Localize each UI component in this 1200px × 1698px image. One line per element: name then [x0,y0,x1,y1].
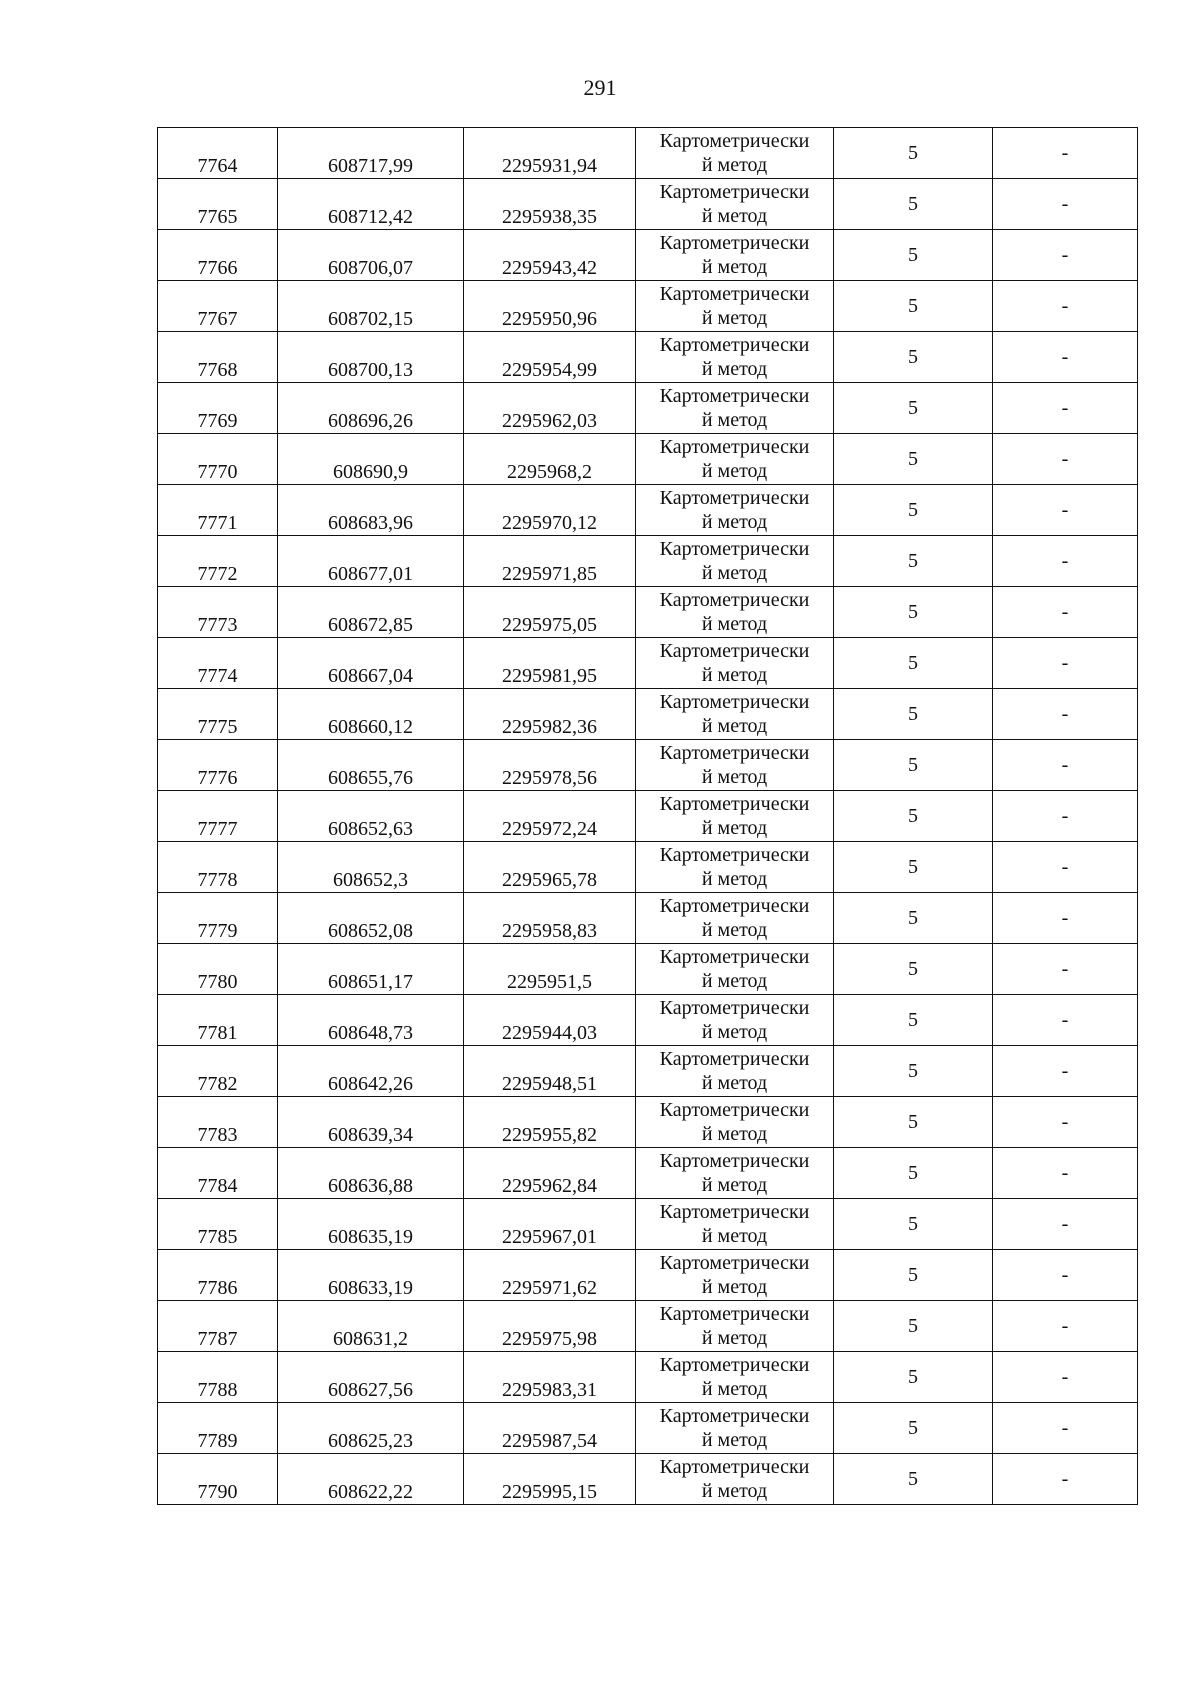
method-text-line-1: Картометрически [659,742,810,764]
method-text-line-2: й метод [701,205,768,227]
point-number-cell: 7787 [158,1301,278,1352]
point-number-cell: 7775 [158,689,278,740]
table-row [158,893,1138,944]
accuracy-cell: 5 [834,1403,993,1454]
method-text-line-1: Картометрически [659,232,810,254]
x-coordinate-cell: 608636,88 [278,1148,464,1199]
table-row [158,1250,1138,1301]
accuracy-cell: 5 [834,587,993,638]
method-text-line-2: й метод [701,562,768,584]
accuracy-cell: 5 [834,179,993,230]
point-number-cell: 7769 [158,383,278,434]
method-cell [636,638,834,689]
x-coordinate-cell: 608622,22 [278,1454,464,1505]
method-cell [636,230,834,281]
point-number-cell: 7790 [158,1454,278,1505]
point-number-cell: 7773 [158,587,278,638]
method-cell [636,1454,834,1505]
method-text-line-1: Картометрически [659,436,810,458]
table-row [158,383,1138,434]
method-cell [636,1352,834,1403]
description-cell: - [993,842,1138,893]
method-text-line-1: Картометрически [659,385,810,407]
table-row [158,1454,1138,1505]
method-text-line-2: й метод [701,1276,768,1298]
method-cell [636,995,834,1046]
accuracy-cell: 5 [834,1097,993,1148]
accuracy-cell: 5 [834,1454,993,1505]
accuracy-cell: 5 [834,536,993,587]
method-text-line-1: Картометрически [659,997,810,1019]
page-number: 291 [583,75,617,100]
method-cell [636,791,834,842]
method-text-line-1: Картометрически [659,1201,810,1223]
table-row [158,128,1138,179]
method-text-line-2: й метод [701,1072,768,1094]
method-text-line-2: й метод [701,256,768,278]
point-number-cell: 7770 [158,434,278,485]
point-number-cell: 7781 [158,995,278,1046]
table-row [158,1352,1138,1403]
y-coordinate-cell: 2295968,2 [464,434,636,485]
accuracy-cell: 5 [834,434,993,485]
description-cell: - [993,1454,1138,1505]
description-cell: - [993,1097,1138,1148]
point-number-cell: 7767 [158,281,278,332]
y-coordinate-cell: 2295962,03 [464,383,636,434]
method-text-line-2: й метод [701,1225,768,1247]
x-coordinate-cell: 608700,13 [278,332,464,383]
description-cell: - [993,1301,1138,1352]
x-coordinate-cell: 608702,15 [278,281,464,332]
method-text-line-2: й метод [701,409,768,431]
x-coordinate-cell: 608651,17 [278,944,464,995]
method-cell [636,179,834,230]
point-number-cell: 7780 [158,944,278,995]
method-cell [636,689,834,740]
y-coordinate-cell: 2295958,83 [464,893,636,944]
method-text-line-1: Картометрически [659,1048,810,1070]
table-row [158,1097,1138,1148]
point-number-cell: 7782 [158,1046,278,1097]
description-cell: - [993,485,1138,536]
method-text-line-2: й метод [701,766,768,788]
method-text-line-2: й метод [701,817,768,839]
description-cell: - [993,179,1138,230]
description-cell: - [993,638,1138,689]
method-cell [636,1301,834,1352]
method-cell [636,1403,834,1454]
method-text-line-1: Картометрически [659,1405,810,1427]
method-text-line-1: Картометрически [659,946,810,968]
description-cell: - [993,536,1138,587]
accuracy-cell: 5 [834,1250,993,1301]
y-coordinate-cell: 2295954,99 [464,332,636,383]
method-cell [636,740,834,791]
table-row [158,587,1138,638]
description-cell: - [993,434,1138,485]
y-coordinate-cell: 2295938,35 [464,179,636,230]
method-text-line-2: й метод [701,1429,768,1451]
method-text-line-2: й метод [701,919,768,941]
table-row [158,1148,1138,1199]
table-row [158,740,1138,791]
table-row [158,1301,1138,1352]
method-cell [636,536,834,587]
table-row [158,281,1138,332]
method-text-line-2: й метод [701,511,768,533]
method-text-line-2: й метод [701,715,768,737]
method-text-line-2: й метод [701,1480,768,1502]
table-row [158,638,1138,689]
y-coordinate-cell: 2295975,98 [464,1301,636,1352]
method-cell [636,281,834,332]
x-coordinate-cell: 608633,19 [278,1250,464,1301]
x-coordinate-cell: 608631,2 [278,1301,464,1352]
y-coordinate-cell: 2295983,31 [464,1352,636,1403]
y-coordinate-cell: 2295975,05 [464,587,636,638]
description-cell: - [993,383,1138,434]
table-row [158,434,1138,485]
method-text-line-1: Картометрически [659,1303,810,1325]
method-text-line-2: й метод [701,664,768,686]
table-row [158,842,1138,893]
accuracy-cell: 5 [834,740,993,791]
accuracy-cell: 5 [834,332,993,383]
method-text-line-1: Картометрически [659,1456,810,1478]
method-text-line-2: й метод [701,358,768,380]
table-row [158,1046,1138,1097]
y-coordinate-cell: 2295943,42 [464,230,636,281]
method-text-line-2: й метод [701,1327,768,1349]
method-text-line-2: й метод [701,1021,768,1043]
table-row [158,995,1138,1046]
point-number-cell: 7771 [158,485,278,536]
method-text-line-1: Картометрически [659,844,810,866]
method-cell [636,587,834,638]
method-text-line-1: Картометрически [659,1252,810,1274]
x-coordinate-cell: 608652,3 [278,842,464,893]
point-number-cell: 7777 [158,791,278,842]
description-cell: - [993,1250,1138,1301]
accuracy-cell: 5 [834,842,993,893]
point-number-cell: 7776 [158,740,278,791]
y-coordinate-cell: 2295987,54 [464,1403,636,1454]
method-text-line-1: Картометрически [659,640,810,662]
x-coordinate-cell: 608642,26 [278,1046,464,1097]
x-coordinate-cell: 608672,85 [278,587,464,638]
x-coordinate-cell: 608652,08 [278,893,464,944]
method-text-line-1: Картометрически [659,793,810,815]
y-coordinate-cell: 2295995,15 [464,1454,636,1505]
coordinates-table [157,127,1138,1505]
point-number-cell: 7764 [158,128,278,179]
method-text-line-1: Картометрически [659,1150,810,1172]
x-coordinate-cell: 608696,26 [278,383,464,434]
table-row [158,536,1138,587]
table-row [158,791,1138,842]
method-text-line-1: Картометрически [659,181,810,203]
method-text-line-1: Картометрически [659,487,810,509]
point-number-cell: 7784 [158,1148,278,1199]
accuracy-cell: 5 [834,944,993,995]
accuracy-cell: 5 [834,485,993,536]
x-coordinate-cell: 608652,63 [278,791,464,842]
y-coordinate-cell: 2295971,62 [464,1250,636,1301]
x-coordinate-cell: 608717,99 [278,128,464,179]
description-cell: - [993,689,1138,740]
point-number-cell: 7783 [158,1097,278,1148]
point-number-cell: 7785 [158,1199,278,1250]
method-text-line-1: Картометрически [659,1354,810,1376]
y-coordinate-cell: 2295948,51 [464,1046,636,1097]
method-text-line-1: Картометрически [659,283,810,305]
y-coordinate-cell: 2295950,96 [464,281,636,332]
x-coordinate-cell: 608706,07 [278,230,464,281]
accuracy-cell: 5 [834,128,993,179]
x-coordinate-cell: 608627,56 [278,1352,464,1403]
method-cell [636,842,834,893]
y-coordinate-cell: 2295970,12 [464,485,636,536]
method-text-line-1: Картометрически [659,691,810,713]
method-text-line-2: й метод [701,868,768,890]
x-coordinate-cell: 608635,19 [278,1199,464,1250]
table-row [158,1199,1138,1250]
accuracy-cell: 5 [834,383,993,434]
method-cell [636,1097,834,1148]
method-cell [636,485,834,536]
y-coordinate-cell: 2295944,03 [464,995,636,1046]
point-number-cell: 7774 [158,638,278,689]
method-text-line-1: Картометрически [659,1099,810,1121]
y-coordinate-cell: 2295972,24 [464,791,636,842]
description-cell: - [993,995,1138,1046]
point-number-cell: 7786 [158,1250,278,1301]
description-cell: - [993,944,1138,995]
accuracy-cell: 5 [834,638,993,689]
method-text-line-2: й метод [701,154,768,176]
method-cell [636,1046,834,1097]
accuracy-cell: 5 [834,1199,993,1250]
description-cell: - [993,281,1138,332]
point-number-cell: 7789 [158,1403,278,1454]
description-cell: - [993,740,1138,791]
accuracy-cell: 5 [834,1046,993,1097]
method-cell [636,1148,834,1199]
accuracy-cell: 5 [834,893,993,944]
table-row [158,230,1138,281]
method-text-line-2: й метод [701,1174,768,1196]
table-row [158,485,1138,536]
point-number-cell: 7765 [158,179,278,230]
method-text-line-2: й метод [701,970,768,992]
point-number-cell: 7788 [158,1352,278,1403]
point-number-cell: 7778 [158,842,278,893]
method-text-line-1: Картометрически [659,334,810,356]
description-cell: - [993,1352,1138,1403]
method-cell [636,128,834,179]
method-text-line-1: Картометрически [659,589,810,611]
x-coordinate-cell: 608712,42 [278,179,464,230]
accuracy-cell: 5 [834,1148,993,1199]
table-row [158,332,1138,383]
method-text-line-2: й метод [701,307,768,329]
method-cell [636,1199,834,1250]
accuracy-cell: 5 [834,1352,993,1403]
method-text-line-2: й метод [701,460,768,482]
x-coordinate-cell: 608683,96 [278,485,464,536]
method-cell [636,383,834,434]
table-row [158,179,1138,230]
table-row [158,944,1138,995]
point-number-cell: 7768 [158,332,278,383]
method-text-line-1: Картометрически [659,538,810,560]
accuracy-cell: 5 [834,995,993,1046]
description-cell: - [993,1199,1138,1250]
method-text-line-1: Картометрически [659,895,810,917]
accuracy-cell: 5 [834,689,993,740]
method-cell [636,434,834,485]
description-cell: - [993,1148,1138,1199]
x-coordinate-cell: 608690,9 [278,434,464,485]
x-coordinate-cell: 608667,04 [278,638,464,689]
table-row [158,1403,1138,1454]
point-number-cell: 7772 [158,536,278,587]
y-coordinate-cell: 2295955,82 [464,1097,636,1148]
y-coordinate-cell: 2295967,01 [464,1199,636,1250]
accuracy-cell: 5 [834,1301,993,1352]
point-number-cell: 7779 [158,893,278,944]
method-cell [636,1250,834,1301]
description-cell: - [993,1403,1138,1454]
y-coordinate-cell: 2295951,5 [464,944,636,995]
point-number-cell: 7766 [158,230,278,281]
x-coordinate-cell: 608660,12 [278,689,464,740]
description-cell: - [993,1046,1138,1097]
method-cell [636,944,834,995]
y-coordinate-cell: 2295971,85 [464,536,636,587]
accuracy-cell: 5 [834,281,993,332]
accuracy-cell: 5 [834,230,993,281]
description-cell: - [993,230,1138,281]
table-row [158,689,1138,740]
description-cell: - [993,791,1138,842]
y-coordinate-cell: 2295982,36 [464,689,636,740]
method-text-line-2: й метод [701,1123,768,1145]
description-cell: - [993,893,1138,944]
x-coordinate-cell: 608655,76 [278,740,464,791]
x-coordinate-cell: 608677,01 [278,536,464,587]
method-cell [636,332,834,383]
method-text-line-2: й метод [701,1378,768,1400]
y-coordinate-cell: 2295931,94 [464,128,636,179]
y-coordinate-cell: 2295978,56 [464,740,636,791]
method-text-line-1: Картометрически [659,130,810,152]
description-cell: - [993,587,1138,638]
accuracy-cell: 5 [834,791,993,842]
x-coordinate-cell: 608648,73 [278,995,464,1046]
description-cell: - [993,332,1138,383]
x-coordinate-cell: 608639,34 [278,1097,464,1148]
x-coordinate-cell: 608625,23 [278,1403,464,1454]
method-cell [636,893,834,944]
method-text-line-2: й метод [701,613,768,635]
y-coordinate-cell: 2295962,84 [464,1148,636,1199]
y-coordinate-cell: 2295965,78 [464,842,636,893]
table-body [158,128,1138,1505]
description-cell: - [993,128,1138,179]
y-coordinate-cell: 2295981,95 [464,638,636,689]
